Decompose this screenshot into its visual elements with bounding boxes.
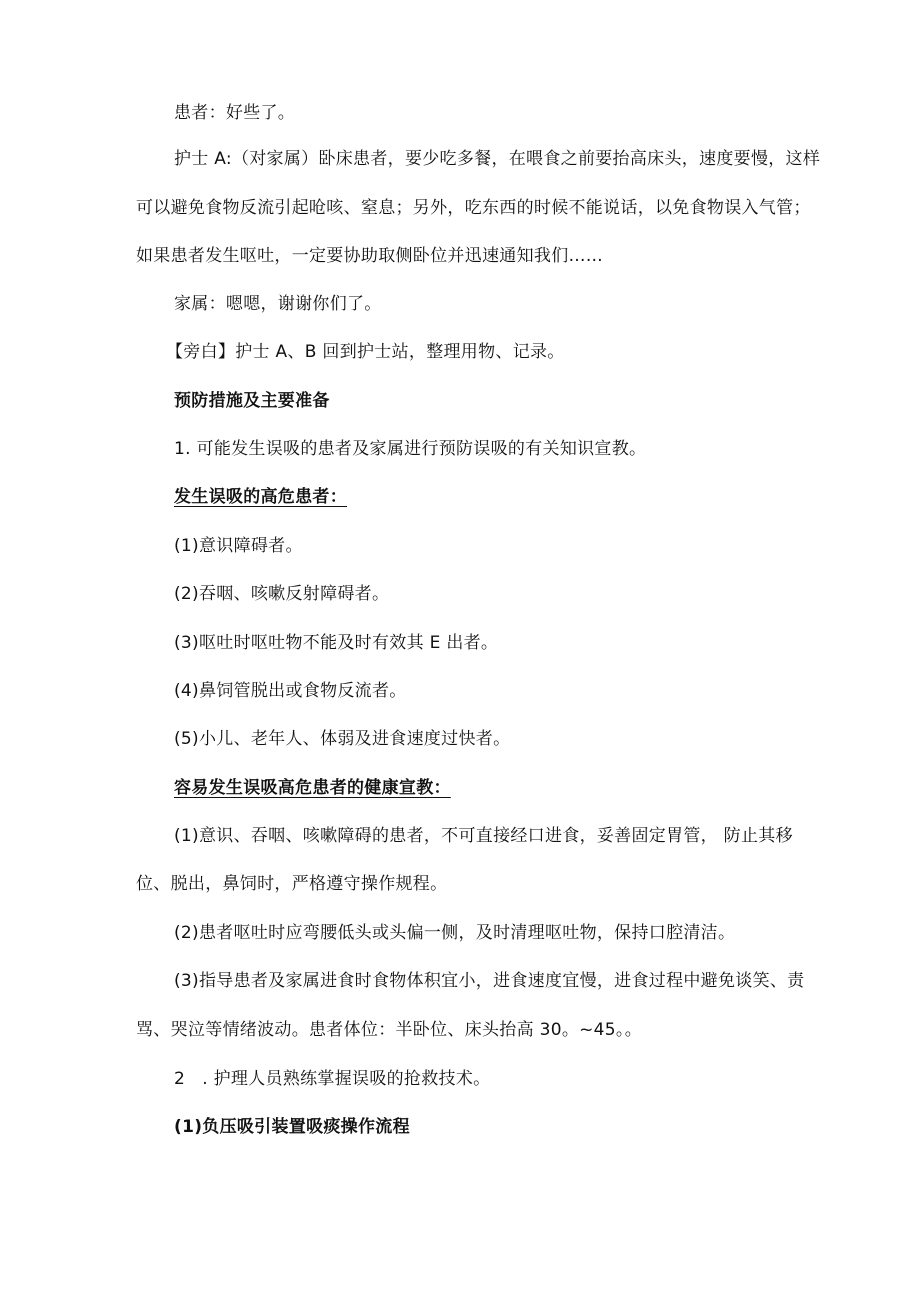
high-risk-heading: 发生误吸的高危患者： xyxy=(174,487,347,507)
education-heading: 容易发生误吸高危患者的健康宣教： xyxy=(174,778,451,798)
education-item-continued: 位、脱出，鼻饲时，严格遵守操作规程。 xyxy=(136,874,448,894)
education-item: (2)患者呕吐时应弯腰低头或头偏一侧，及时清理呕吐物，保持口腔清洁。 xyxy=(174,923,736,943)
high-risk-item: (2)吞咽、咳嗽反射障碍者。 xyxy=(174,584,390,604)
prevention-item-1: 1. 可能发生误吸的患者及家属进行预防误吸的有关知识宣教。 xyxy=(174,439,647,459)
prevention-item-2: 2 . 护理人员熟练掌握误吸的抢救技术。 xyxy=(174,1069,491,1089)
nurse-a-line-2: 可以避免食物反流引起呛咳、窒息；另外，吃东西的时候不能说话，以免食物误入气管； xyxy=(136,198,811,218)
education-item: (3)指导患者及家属进食时食物体积宜小，进食速度宜慢，进食过程中避免谈笑、责 xyxy=(174,971,805,991)
prevention-heading: 预防措施及主要准备 xyxy=(174,391,330,411)
family-reply: 家属：嗯嗯，谢谢你们了。 xyxy=(174,294,382,314)
suction-procedure-heading: (1)负压吸引装置吸痰操作流程 xyxy=(174,1117,410,1137)
education-item: (1)意识、吞咽、咳嗽障碍的患者，不可直接经口进食，妥善固定胃管， 防止其移 xyxy=(174,826,793,846)
high-risk-item: (4)鼻饲管脱出或食物反流者。 xyxy=(174,681,407,701)
patient-reply: 患者：好些了。 xyxy=(174,103,296,123)
narration: 【旁白】护士 A、B 回到护士站，整理用物、记录。 xyxy=(166,342,565,362)
high-risk-item: (1)意识障碍者。 xyxy=(174,536,303,556)
high-risk-item: (5)小儿、老年人、体弱及进食速度过快者。 xyxy=(174,729,511,749)
nurse-a-line-3: 如果患者发生呕吐，一定要协助取侧卧位并迅速通知我们…… xyxy=(136,246,604,266)
high-risk-item: (3)呕吐时呕吐物不能及时有效其 E 出者。 xyxy=(174,633,499,653)
nurse-a-line-1: 护士 A:（对家属）卧床患者，要少吃多餐，在喂食之前要抬高床头，速度要慢，这样 xyxy=(174,149,821,169)
education-item-continued: 骂、哭泣等情绪波动。患者体位：半卧位、床头抬高 30。~45。。 xyxy=(136,1020,643,1040)
